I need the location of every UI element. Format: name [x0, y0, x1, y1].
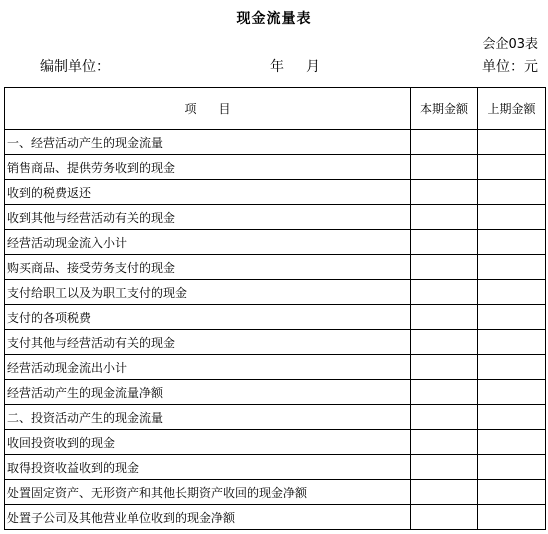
row-previous-amount	[478, 255, 546, 280]
table-row	[5, 480, 546, 505]
table-row	[5, 180, 546, 205]
row-current-amount	[411, 355, 478, 380]
row-previous-amount	[478, 505, 546, 530]
row-previous-amount	[478, 180, 546, 205]
row-current-amount	[411, 405, 478, 430]
table-row	[5, 255, 546, 280]
row-previous-amount	[478, 305, 546, 330]
row-item-label: 一、经营活动产生的现金流量	[5, 130, 411, 155]
row-item-label: 经营活动产生的现金流量净额	[5, 380, 411, 405]
row-current-amount	[411, 380, 478, 405]
row-item-label: 取得投资收益收到的现金	[5, 455, 411, 480]
table-row	[5, 405, 546, 430]
column-header-item-a: 项	[184, 102, 197, 116]
row-current-amount	[411, 330, 478, 355]
table-row	[5, 305, 546, 330]
column-header-current: 本期金额	[411, 88, 478, 130]
compiling-unit-label: 编制单位：	[40, 59, 110, 75]
table-row	[5, 455, 546, 480]
row-item-label: 支付的各项税费	[5, 305, 411, 330]
row-current-amount	[411, 505, 478, 530]
row-previous-amount	[478, 405, 546, 430]
row-item-label: 二、投资活动产生的现金流量	[5, 405, 411, 430]
row-previous-amount	[478, 380, 546, 405]
row-previous-amount	[478, 455, 546, 480]
row-current-amount	[411, 455, 478, 480]
table-row	[5, 505, 546, 530]
row-item-label: 处置固定资产、无形资产和其他长期资产收回的现金净额	[5, 480, 411, 505]
cash-flow-table	[4, 87, 546, 530]
row-item-label: 经营活动现金流入小计	[5, 230, 411, 255]
row-previous-amount	[478, 205, 546, 230]
row-current-amount	[411, 230, 478, 255]
document-title: 现金流量表	[236, 11, 312, 27]
table-row	[5, 380, 546, 405]
row-current-amount	[411, 130, 478, 155]
date-fields	[270, 56, 320, 76]
table-row	[5, 130, 546, 155]
row-previous-amount	[478, 230, 546, 255]
row-current-amount	[411, 280, 478, 305]
row-current-amount	[411, 480, 478, 505]
table-row	[5, 230, 546, 255]
table-row	[5, 280, 546, 305]
table-row	[5, 205, 546, 230]
row-item-label: 收到其他与经营活动有关的现金	[5, 205, 411, 230]
row-item-label: 购买商品、接受劳务支付的现金	[5, 255, 411, 280]
table-row	[5, 355, 546, 380]
row-item-label: 支付其他与经营活动有关的现金	[5, 330, 411, 355]
row-current-amount	[411, 205, 478, 230]
row-previous-amount	[478, 155, 546, 180]
row-previous-amount	[478, 280, 546, 305]
month-label: 月	[306, 59, 320, 75]
row-item-label: 支付给职工以及为职工支付的现金	[5, 280, 411, 305]
year-label: 年	[270, 59, 284, 75]
row-item-label: 处置子公司及其他营业单位收到的现金净额	[5, 505, 411, 530]
row-item-label: 销售商品、提供劳务收到的现金	[5, 155, 411, 180]
row-previous-amount	[478, 130, 546, 155]
table-row	[5, 430, 546, 455]
row-current-amount	[411, 180, 478, 205]
table-row	[5, 155, 546, 180]
form-code: 会企03表	[482, 37, 538, 52]
table-header-row	[5, 88, 546, 130]
row-current-amount	[411, 430, 478, 455]
row-previous-amount	[478, 355, 546, 380]
row-item-label: 收回投资收到的现金	[5, 430, 411, 455]
row-current-amount	[411, 305, 478, 330]
row-current-amount	[411, 155, 478, 180]
column-header-previous: 上期金额	[478, 88, 546, 130]
table-row	[5, 330, 546, 355]
row-item-label: 收到的税费返还	[5, 180, 411, 205]
row-current-amount	[411, 255, 478, 280]
row-previous-amount	[478, 330, 546, 355]
row-item-label: 经营活动现金流出小计	[5, 355, 411, 380]
row-previous-amount	[478, 480, 546, 505]
column-header-item-b: 目	[218, 102, 231, 116]
row-previous-amount	[478, 430, 546, 455]
column-header-item	[5, 88, 411, 130]
currency-unit-label: 单位：元	[482, 59, 538, 75]
